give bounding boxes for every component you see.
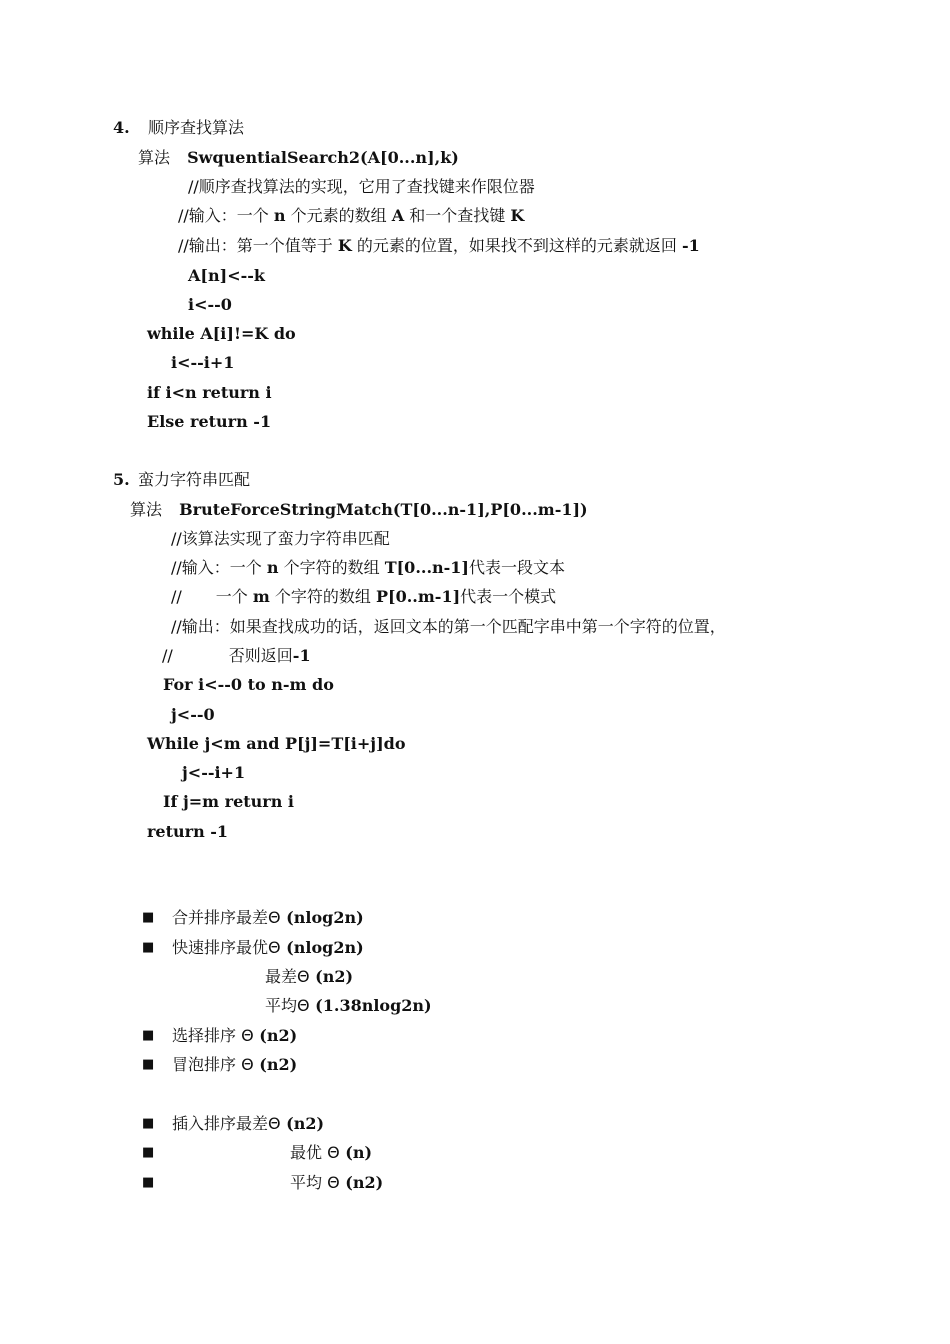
comment-line: //输入：一个 n 个元素的数组 A 和一个查找键 K <box>178 206 525 225</box>
code-line: A[n]<--k <box>188 266 265 285</box>
section-5-title: 蛮力字符串匹配 <box>138 470 251 489</box>
section-5-number: 5. <box>113 470 130 489</box>
complexity-insertion-sort-worst: 插入排序最差Θ (n2) <box>172 1114 325 1133</box>
comment-line: //输出：第一个值等于 K 的元素的位置，如果找不到这样的元素就返回 -1 <box>178 236 700 255</box>
complexity-quick-sort-average: 平均Θ (1.38nlog2n) <box>265 996 432 1015</box>
complexity-quick-sort-worst: 最差Θ (n2) <box>265 967 354 986</box>
code-line: For i<--0 to n-m do <box>163 675 334 694</box>
bullet-icon: ■ <box>142 1175 155 1190</box>
comment-line: //输入：一个 n 个字符的数组 T[0...n-1]代表一段文本 <box>171 558 566 577</box>
code-line: if i<n return i <box>147 383 272 402</box>
code-line: Else return -1 <box>147 412 272 431</box>
comment-line: //该算法实现了蛮力字符串匹配 <box>171 529 390 548</box>
code-line: while A[i]!=K do <box>147 324 296 343</box>
code-line: If j=m return i <box>163 792 294 811</box>
algorithm-5-header: 算法 BruteForceStringMatch(T[0...n-1],P[0...m-1]) <box>130 500 588 519</box>
complexity-insertion-sort-best: 最优 Θ (n) <box>290 1143 373 1162</box>
complexity-insertion-sort-average: 平均 Θ (n2) <box>290 1173 384 1192</box>
bullet-icon: ■ <box>142 940 155 955</box>
comment-line: //输出：如果查找成功的话，返回文本的第一个匹配字串中第一个字符的位置， <box>171 617 726 636</box>
bullet-icon: ■ <box>142 910 155 925</box>
comment-line: //顺序查找算法的实现，它用了查找键来作限位器 <box>188 177 535 196</box>
section-4-title: 顺序查找算法 <box>148 118 245 137</box>
comment-line: // 一个 m 个字符的数组 P[0..m-1]代表一个模式 <box>171 587 557 606</box>
complexity-quick-sort-best: 快速排序最优Θ (nlog2n) <box>172 938 364 957</box>
bullet-icon: ■ <box>142 1145 155 1160</box>
algorithm-4-header: 算法 SwquentialSearch2(A[0...n],k) <box>138 148 459 167</box>
code-line: j<--0 <box>171 705 215 724</box>
complexity-merge-sort: 合并排序最差Θ (nlog2n) <box>172 908 364 927</box>
code-line: While j<m and P[j]=T[i+j]do <box>147 734 406 753</box>
code-line: i<--i+1 <box>171 353 235 372</box>
bullet-icon: ■ <box>142 1028 155 1043</box>
bullet-icon: ■ <box>142 1057 155 1072</box>
comment-line: // 否则返回-1 <box>162 646 311 665</box>
section-4-number: 4. <box>113 118 130 137</box>
code-line: i<--0 <box>188 295 232 314</box>
complexity-bubble-sort: 冒泡排序 Θ (n2) <box>172 1055 298 1074</box>
complexity-selection-sort: 选择排序 Θ (n2) <box>172 1026 298 1045</box>
bullet-icon: ■ <box>142 1116 155 1131</box>
code-line: j<--i+1 <box>182 763 246 782</box>
code-line: return -1 <box>147 822 229 841</box>
